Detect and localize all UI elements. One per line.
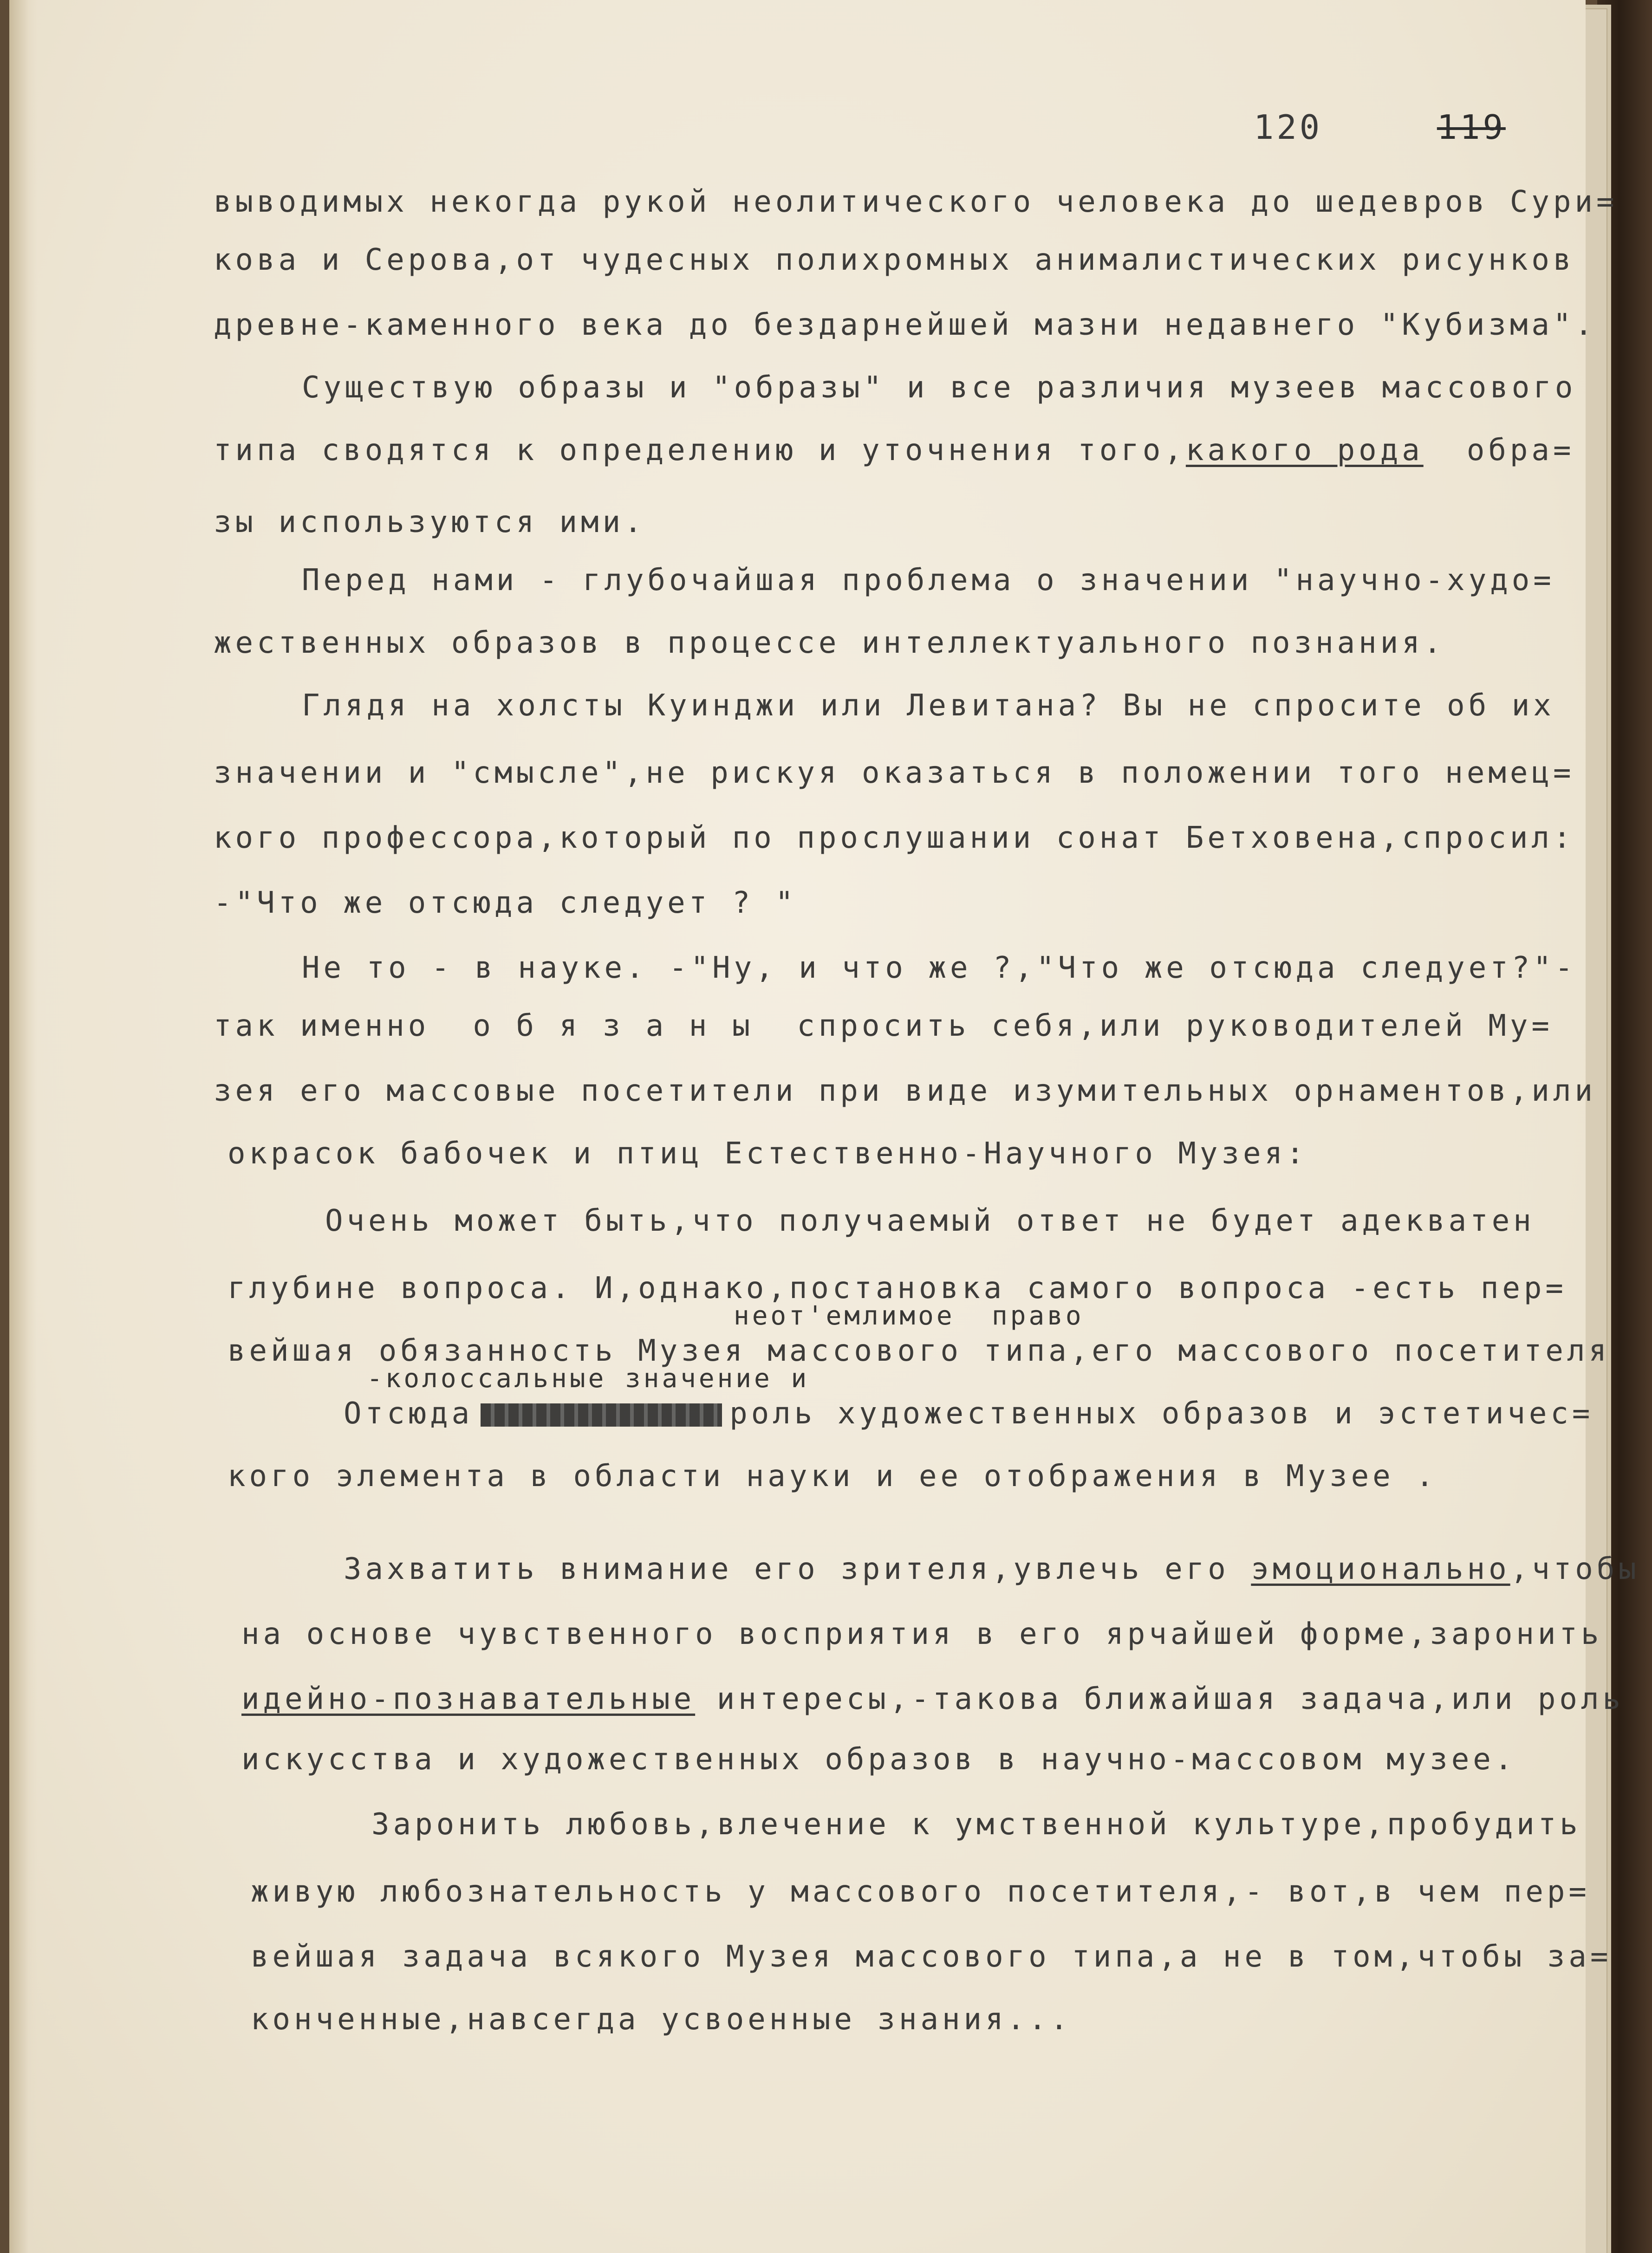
text-line: искусства и художественных образов в научно-массовом музее. [241, 1742, 1516, 1777]
text-line: зы используются ими. [214, 505, 646, 539]
text-line: кого элемента в области науки и ее отображения в Музее . [228, 1459, 1437, 1493]
text-line: зея его массовые посетители при виде изумительных орнаментов,или [214, 1074, 1596, 1108]
page-number-struck: 119 [1437, 108, 1506, 147]
text-line: конченные,навсегда усвоенные знания... [251, 2002, 1072, 2037]
interlinear-insertion: неот'емлимое право [734, 1301, 1084, 1331]
text-fragment: Захватить внимание его зрителя,увлечь его [344, 1552, 1229, 1586]
text-line: Перед нами - глубочайшая проблема о значении "научно-худо= [302, 563, 1555, 597]
text-line [214, 1007, 1553, 1045]
text-line: древне-каменного века до бездарнейшей мазни недавнего "Кубизма". [214, 308, 1596, 342]
spaced-word: о б я з а н ы [473, 1009, 754, 1043]
text-fragment: обра= [1466, 433, 1575, 467]
text-fragment: спросить себя,или руководителей Му= [797, 1009, 1553, 1043]
underlined-word: эмоционально [1251, 1552, 1510, 1586]
text-line: Не то - в науке. -"Ну, и что же ?,"Что же отсюда следует?"- [302, 951, 1577, 985]
text-line: на основе чувственного восприятия в его ярчайшей форме,заронить [241, 1617, 1603, 1651]
text-line: значении и "смысле",не рискуя оказаться в положении того немец= [214, 756, 1575, 790]
text-line: кова и Серова,от чудесных полихромных анималистических рисунков [214, 243, 1575, 277]
text-line [241, 1681, 1624, 1718]
typewritten-page [9, 0, 1640, 2253]
text-line: живую любознательность у массового посетителя,- вот,в чем пер= [251, 1875, 1590, 1909]
text-line [214, 432, 1574, 469]
text-line: выводимых некогда рукой неолитического человека до шедевров Сури= [214, 185, 1618, 219]
text-fragment: Отсюда [344, 1396, 474, 1431]
page-number [1254, 108, 1514, 145]
struck-out-word [481, 1403, 722, 1427]
text-line: Очень может быть,что получаемый ответ не будет адекватен [325, 1204, 1535, 1238]
binding-edge [9, 0, 37, 2253]
text-line [344, 1395, 1593, 1432]
page-number-current: 120 [1254, 108, 1323, 147]
interlinear-insertion: -колоссальные значение и [367, 1363, 810, 1394]
text-line [344, 1551, 1640, 1588]
text-line: -"Что же отсюда следует ? " [214, 886, 797, 920]
text-line: кого профессора,который по прослушании сонат Бетховена,спросил: [214, 821, 1575, 855]
text-line: Заронить любовь,влечение к умственной культуре,пробудить [371, 1807, 1581, 1842]
text-line: Существую образы и "образы" и все различия музеев массового [302, 370, 1577, 405]
underlined-phrase: идейно-познавательные [241, 1682, 696, 1716]
text-fragment: роль художественных образов и эстетичес= [729, 1396, 1594, 1431]
text-fragment: интересы,-такова ближайшая задача,или роль [716, 1682, 1624, 1716]
text-line: вейшая задача всякого Музея массового типа,а не в том,чтобы за= [251, 1940, 1612, 1974]
text-fragment: типа сводятся к определению и уточнения того, [214, 433, 1186, 467]
text-line: окрасок бабочек и птиц Естественно-Научного Музея: [228, 1136, 1308, 1171]
text-line: жественных образов в процессе интеллектуального познания. [214, 626, 1445, 660]
text-fragment: так именно [214, 1009, 430, 1043]
text-line: вейшая обязанность Музея массового типа,его массового посетителя [228, 1334, 1610, 1368]
text-line: Глядя на холсты Куинджи или Левитана? Вы не спросите об их [302, 688, 1555, 723]
text-line: глубине вопроса. И,однако,постановка самого вопроса -есть пер= [228, 1271, 1567, 1305]
text-fragment: ,чтобы [1510, 1552, 1640, 1586]
underlined-phrase: какого рода [1185, 433, 1424, 467]
